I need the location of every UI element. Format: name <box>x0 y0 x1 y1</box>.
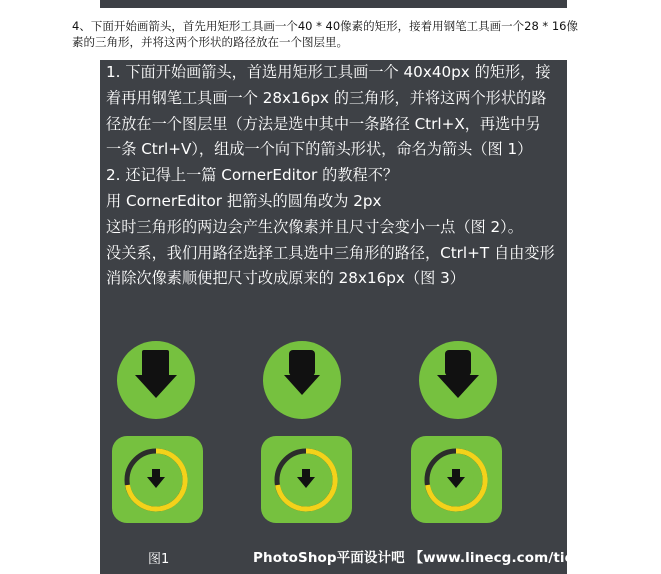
arrow-circle-fig2 <box>263 341 341 419</box>
download-progress-icon <box>112 436 203 523</box>
panel-line-2: 着再用钢笔工具画一个 28x16px 的三角形，并将这两个形状的路 <box>106 88 547 107</box>
figure-caption: 图1 <box>148 552 170 567</box>
download-progress-icon <box>411 436 502 523</box>
intro-text <box>72 19 592 50</box>
tutorial-paragraph <box>106 60 564 292</box>
arrow-circle-fig3 <box>419 341 497 419</box>
arrow-down-icon <box>263 341 341 419</box>
panel-line-7: 这时三角形的两边会产生次像素并且尺寸会变小一点（图 2）。 <box>106 217 523 236</box>
download-tile-3 <box>411 436 502 523</box>
download-tile-2 <box>261 436 352 523</box>
top-image-strip <box>100 0 567 8</box>
panel-line-5: 2. 还记得上一篇 CornerEditor 的教程不？ <box>106 166 399 185</box>
tutorial-image-panel <box>100 60 650 574</box>
panel-line-8: 没关系，我们用路径选择工具选中三角形的路径，Ctrl+T 自由变形 <box>106 243 555 262</box>
arrow-down-icon <box>419 341 497 419</box>
watermark: PhotoShop平面设计吧 【www.linecg.com/tieba/1783】 <box>253 550 650 566</box>
panel-line-9: 消除次像素顺便把尺寸改成原来的 28x16px（图 3） <box>106 269 465 288</box>
arrow-circle-fig1 <box>117 341 195 419</box>
panel-line-1: 1. 下面开始画箭头，首选用矩形工具画一个 40x40px 的矩形，接 <box>106 63 551 81</box>
arrow-down-icon <box>117 341 195 419</box>
panel-line-4: 一条 Ctrl+V），组成一个向下的箭头形状，命名为箭头（图 1） <box>106 140 533 159</box>
panel-line-6: 用 CornerEditor 把箭头的圆角改为 2px <box>106 191 382 210</box>
download-tile-1 <box>112 436 203 523</box>
intro-line-2: 素的三角形，并将这两个形状的路径放在一个图层里。 <box>72 34 348 49</box>
panel-line-3: 径放在一个图层里（方法是选中其中一条路径 Ctrl+X，再选中另 <box>106 114 541 133</box>
download-progress-icon <box>261 436 352 523</box>
intro-line-1: 4、下面开始画箭头，首先用矩形工具画一个40 * 40像素的矩形，接着用钢笔工具画一个28 * 16像 <box>72 19 578 33</box>
